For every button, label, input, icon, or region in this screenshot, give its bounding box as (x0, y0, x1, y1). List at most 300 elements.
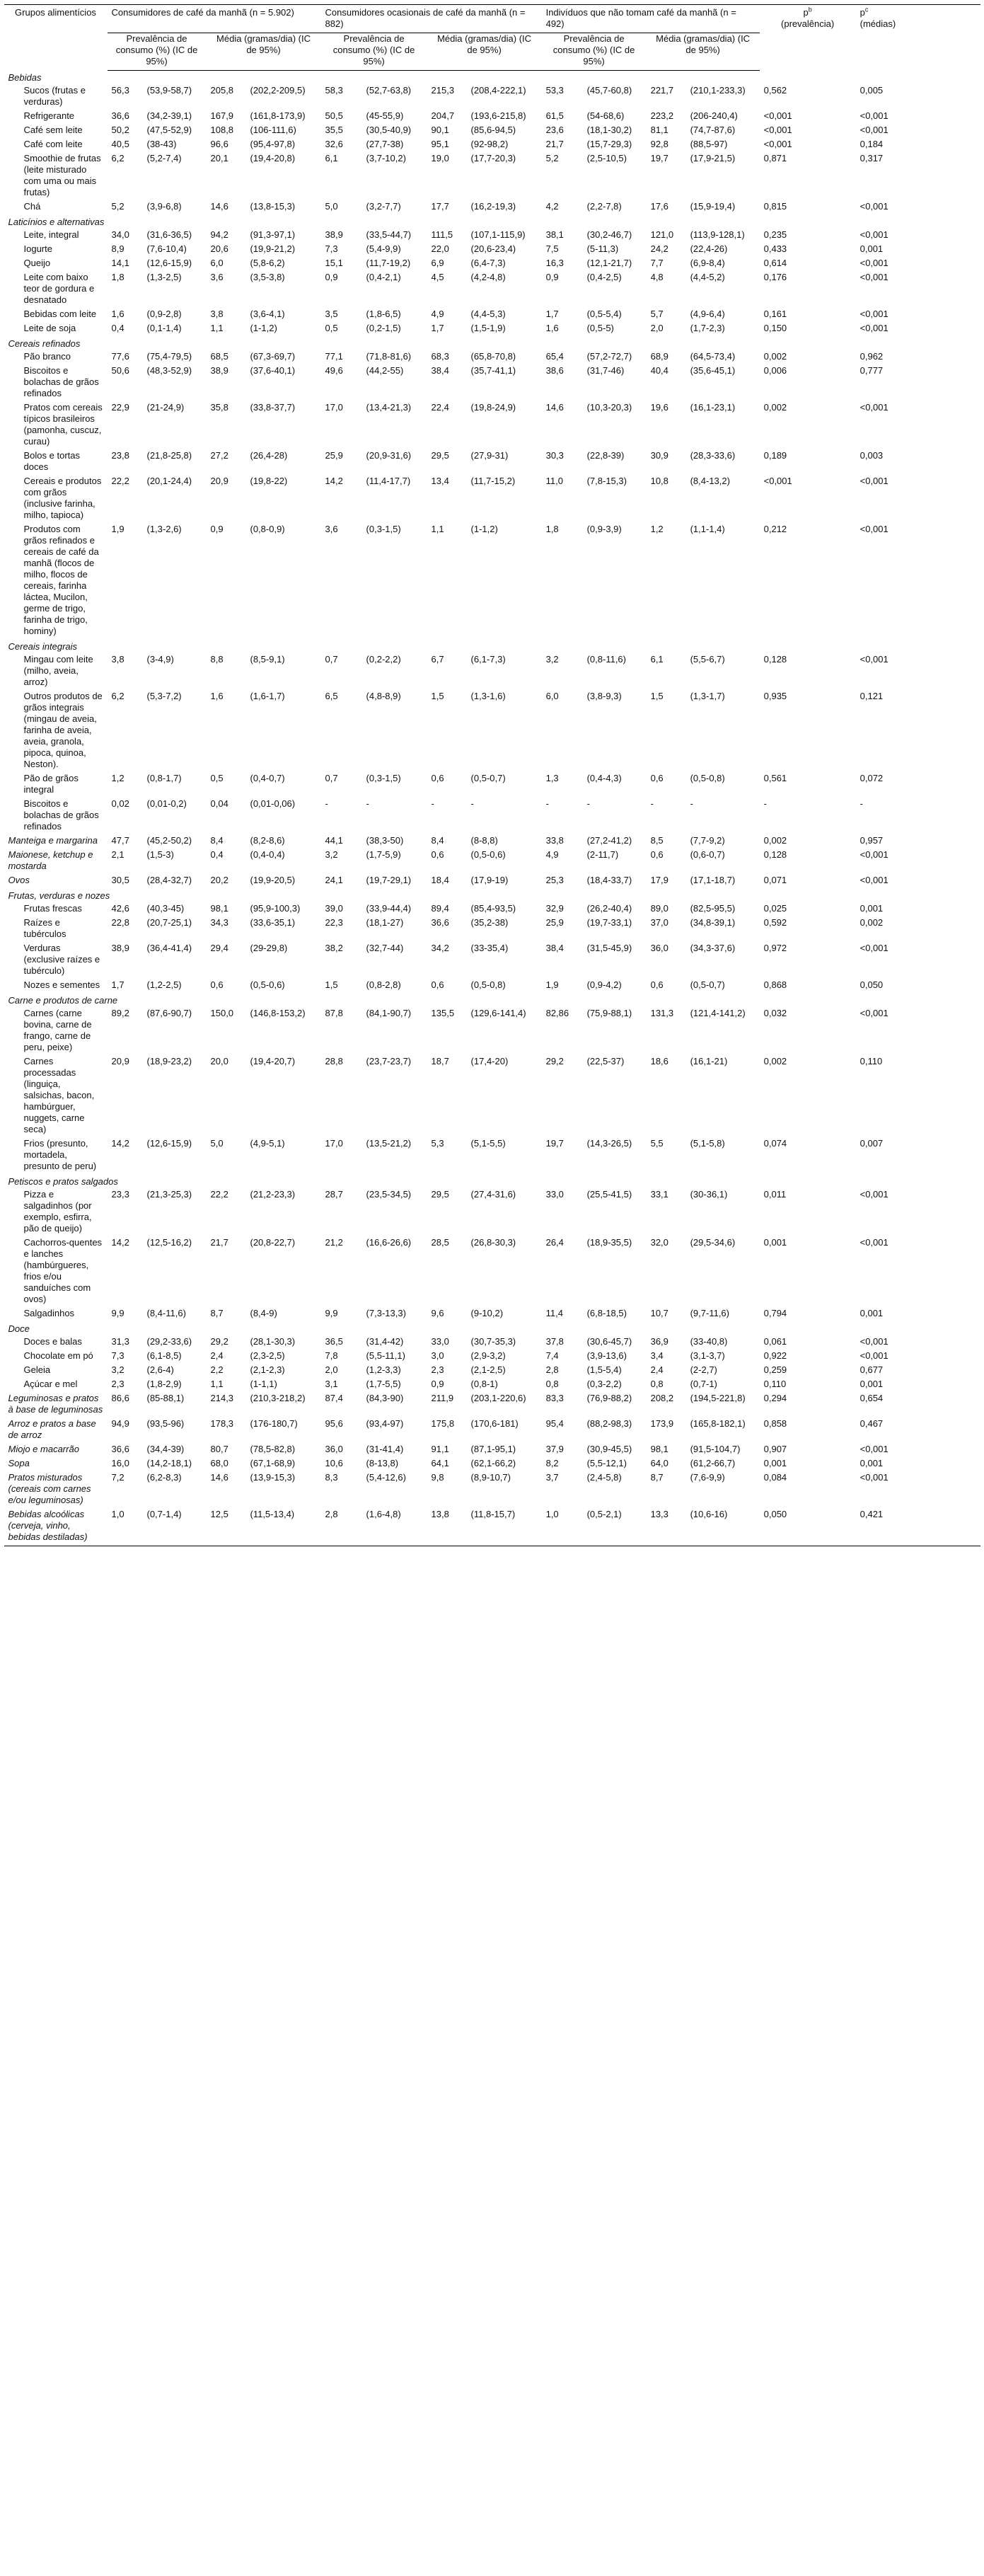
table-cell: (2,6-4) (146, 1364, 174, 1375)
table-cell: (30,6-45,7) (586, 1336, 632, 1347)
category-label: Cereais integrais (8, 641, 78, 652)
table-cell: 0,562 (763, 85, 787, 96)
table-cell: (33,8-37,7) (250, 402, 296, 413)
table-cell: (0,4-2,5) (586, 272, 622, 282)
table-cell: 2,4 (650, 1364, 664, 1375)
table-cell: 178,3 (210, 1418, 234, 1429)
table-cell: (0,4-2,1) (366, 272, 401, 282)
header-prev-2: Prevalência de consumo (%) (IC de 95%) (321, 33, 427, 71)
table-cell: 7,3 (111, 1350, 125, 1361)
table-cell: 4,2 (545, 201, 559, 212)
table-cell: 20,2 (210, 875, 228, 885)
table-cell: 32,6 (325, 139, 343, 149)
table-cell: 1,7 (545, 309, 559, 319)
table-cell: 4,5 (431, 272, 444, 282)
row-label: Carnes (carne bovina, carne de frango, carne de peru, peixe) (23, 1008, 92, 1052)
table-cell: 0,003 (859, 450, 884, 461)
table-cell: 9,8 (431, 1472, 444, 1483)
table-row (4, 1393, 980, 1418)
table-cell: 0,110 (859, 1056, 883, 1066)
table-cell: 33,0 (545, 1189, 564, 1200)
table-cell: 37,8 (545, 1336, 564, 1347)
table-cell: 3,1 (325, 1379, 338, 1389)
table-cell: (30-36,1) (690, 1189, 728, 1200)
table-cell: (29,2-33,6) (146, 1336, 192, 1347)
table-cell: (71,8-81,6) (366, 351, 412, 362)
table-cell: (40,3-45) (146, 903, 185, 914)
table-cell: (28,1-30,3) (250, 1336, 296, 1347)
row-label: Maionese, ketchup e mostarda (8, 849, 93, 871)
table-cell: (52,7-63,8) (366, 85, 412, 96)
table-cell: 108,8 (210, 125, 234, 135)
table-cell: 1,5 (325, 979, 338, 990)
table-cell: (1,2-3,3) (366, 1364, 401, 1375)
table-cell: - (325, 798, 328, 809)
table-cell: (1,3-1,7) (690, 691, 725, 701)
table-cell: 65,4 (545, 351, 564, 362)
table-cell: 0,011 (763, 1189, 787, 1200)
table-cell: 44,1 (325, 835, 343, 846)
table-cell: 0,001 (763, 1237, 787, 1248)
table-cell: 2,2 (210, 1364, 224, 1375)
table-cell: (2,4-5,8) (586, 1472, 622, 1483)
table-cell: (0,1-1,4) (146, 323, 182, 333)
table-cell: 22,3 (325, 917, 343, 928)
table-cell: (16,1-23,1) (690, 402, 736, 413)
table-cell: (33-40,8) (690, 1336, 728, 1347)
table-cell: (20,6-23,4) (470, 243, 516, 254)
table-cell: 6,0 (545, 691, 559, 701)
table-cell: 150,0 (210, 1008, 234, 1018)
table-cell: (5,5-11,1) (366, 1350, 405, 1361)
table-cell: (1,5-3) (146, 849, 174, 860)
table-cell: (206-240,4) (690, 110, 738, 121)
table-cell: (15,7-29,3) (586, 139, 632, 149)
table-cell: 20,6 (210, 243, 228, 254)
table-cell: 25,9 (325, 450, 343, 461)
table-cell: 0,001 (859, 243, 884, 254)
table-cell: 11,0 (545, 476, 563, 486)
table-cell: 14,1 (111, 258, 129, 268)
row-label: Cereais e produtos com grãos (inclusive farinha, milho, tapioca) (23, 476, 102, 520)
row-label: Queijo (23, 258, 51, 268)
table-cell: 10,7 (650, 1308, 668, 1318)
table-cell: 30,3 (545, 450, 564, 461)
table-cell: <0,001 (859, 524, 889, 534)
table-cell: 35,8 (210, 402, 228, 413)
table-row (4, 1472, 980, 1509)
table-cell: (6,1-7,3) (470, 654, 506, 665)
table-cell: 4,8 (650, 272, 664, 282)
table-cell: 3,2 (325, 849, 338, 860)
table-cell: 0,858 (763, 1418, 787, 1429)
row-label: Café sem leite (23, 125, 83, 135)
table-cell: 16,3 (545, 258, 564, 268)
pc-sup: c (864, 6, 869, 13)
table-cell: (5,1-5,8) (690, 1138, 725, 1149)
table-cell: (1,2-2,5) (146, 979, 182, 990)
table-cell: 0,957 (859, 835, 884, 846)
header-p-prevalence (760, 5, 856, 71)
table-cell: (1,5-1,9) (470, 323, 506, 333)
table-cell: 11,4 (545, 1308, 563, 1318)
table-cell: (19,4-20,7) (250, 1056, 296, 1066)
table-cell: (113,9-128,1) (690, 229, 745, 240)
table-cell: 0,128 (763, 849, 787, 860)
table-cell: (8,5-9,1) (250, 654, 285, 665)
table-cell: 0,9 (431, 1379, 444, 1389)
row-label: Manteiga e margarina (8, 835, 98, 846)
table-cell: (33-35,4) (470, 943, 509, 953)
table-cell: - (690, 798, 693, 809)
table-row (4, 691, 980, 773)
table-cell: <0,001 (859, 1189, 889, 1200)
table-cell: 2,8 (321, 1509, 362, 1546)
table-cell: (57,2-72,7) (586, 351, 632, 362)
table-cell: (0,3-1,5) (366, 524, 401, 534)
table-cell: 90,1 (431, 125, 449, 135)
table-cell: (0,3-1,5) (366, 773, 401, 783)
table-cell: 38,4 (431, 365, 449, 376)
table-cell: (5,2-7,4) (146, 153, 182, 163)
table-row (4, 1379, 980, 1393)
table-cell: 23,6 (545, 125, 564, 135)
row-label: Cachorros-quentes e lanches (hambúrgueres, frios e/ou sanduíches com ovos) (23, 1237, 103, 1304)
table-cell: (208,4-222,1) (470, 85, 526, 96)
table-cell: <0,001 (859, 1336, 889, 1347)
table-cell: 3,2 (111, 1364, 125, 1375)
table-row (4, 773, 980, 798)
table-cell: (0,5-5) (586, 323, 614, 333)
table-cell: (1,3-2,5) (146, 272, 182, 282)
table-cell: (0,01-0,06) (250, 798, 296, 809)
table-cell: 17,7 (431, 201, 449, 212)
table-cell: 5,3 (431, 1138, 444, 1149)
table-cell: (5,4-12,6) (366, 1472, 406, 1483)
row-label: Café com leite (23, 139, 83, 149)
table-cell: (7,7-9,2) (690, 835, 725, 846)
table-cell: 33,1 (650, 1189, 668, 1200)
table-cell: (82,5-95,5) (690, 903, 736, 914)
table-cell: 7,4 (545, 1350, 559, 1361)
table-cell: 17,9 (650, 875, 668, 885)
table-row (4, 272, 980, 309)
table-cell: (16,6-26,6) (366, 1237, 412, 1248)
table-cell: 21,7 (210, 1237, 228, 1248)
table-cell: 0,294 (763, 1393, 787, 1403)
table-cell: (48,3-52,9) (146, 365, 192, 376)
table-cell: (3,1-3,7) (690, 1350, 725, 1361)
table-cell: 13,8 (427, 1509, 467, 1546)
table-cell: (18,9-35,5) (586, 1237, 632, 1248)
table-cell: 7,7 (650, 258, 664, 268)
table-cell: <0,001 (859, 654, 889, 665)
table-cell: 0,189 (763, 450, 787, 461)
row-label: Frios (presunto, mortadela, presunto de peru) (23, 1138, 97, 1171)
table-cell: (12,5-16,2) (146, 1237, 192, 1248)
table-cell: 1,8 (545, 524, 559, 534)
table-cell: (11,8-15,7) (467, 1509, 542, 1546)
table-cell: (1,7-2,3) (690, 323, 725, 333)
table-cell: (0,7-1,4) (143, 1509, 207, 1546)
row-label: Pizza e salgadinhos (por exemplo, esfirra, pão de queijo) (23, 1189, 92, 1234)
table-cell: (165,8-182,1) (690, 1418, 746, 1429)
table-cell: 0,907 (763, 1444, 787, 1454)
table-cell: 2,8 (545, 1364, 559, 1375)
header-group-occasional: Consumidores ocasionais de café da manhã (n = 882) (321, 5, 542, 33)
table-cell: (34,3-37,6) (690, 943, 736, 953)
table-cell: 68,0 (210, 1458, 228, 1468)
table-cell: (5,4-9,9) (366, 243, 401, 254)
table-container (4, 0, 980, 1546)
table-cell: 2,3 (431, 1364, 444, 1375)
table-row (4, 1509, 980, 1546)
table-row (4, 351, 980, 365)
table-cell: (3,9-6,8) (146, 201, 182, 212)
table-cell: (4,8-8,9) (366, 691, 401, 701)
table-cell: (19,9-21,2) (250, 243, 296, 254)
table-cell: (3,8-9,3) (586, 691, 622, 701)
table-cell: (8,9-10,7) (470, 1472, 511, 1483)
table-row (4, 365, 980, 402)
table-cell: (7,6-10,4) (146, 243, 187, 254)
table-cell: (3,7-10,2) (366, 153, 406, 163)
table-cell: (1-1,2) (250, 323, 277, 333)
table-cell: 3,7 (545, 1472, 559, 1483)
table-cell: (12,6-15,9) (146, 258, 192, 268)
table-cell: 0,235 (763, 229, 787, 240)
table-cell: (85-88,1) (146, 1393, 185, 1403)
table-cell: 98,1 (210, 903, 228, 914)
table-row (4, 654, 980, 691)
table-cell: (9-10,2) (470, 1308, 504, 1318)
table-cell: <0,001 (859, 272, 889, 282)
table-row (4, 402, 980, 450)
table-cell: 95,6 (325, 1418, 343, 1429)
row-label: Chá (23, 201, 41, 212)
table-cell: 6,7 (431, 654, 444, 665)
table-cell: 1,6 (210, 691, 224, 701)
table-cell: 28,7 (325, 1189, 343, 1200)
table-cell: (1,8-2,9) (146, 1379, 182, 1389)
table-cell: 81,1 (650, 125, 668, 135)
table-row (4, 139, 980, 153)
table-cell: 80,7 (210, 1444, 228, 1454)
category-row (4, 215, 980, 229)
header-group-consumers: Consumidores de café da manhã (n = 5.902) (108, 5, 321, 33)
table-row (4, 1008, 980, 1056)
table-cell: 20,0 (210, 1056, 228, 1066)
table-cell: 18,7 (431, 1056, 449, 1066)
table-cell: <0,001 (859, 849, 889, 860)
table-cell: (53,9-58,7) (146, 85, 192, 96)
table-cell: (34,4-39) (146, 1444, 185, 1454)
table-cell: 17,0 (325, 402, 343, 413)
table-cell: (65,8-70,8) (470, 351, 516, 362)
table-cell: (34,8-39,1) (690, 917, 736, 928)
food-consumption-table (4, 4, 980, 1546)
table-cell: 3,0 (431, 1350, 444, 1361)
table-cell: 1,8 (111, 272, 125, 282)
table-cell: 14,2 (111, 1138, 129, 1149)
table-cell: (27,7-38) (366, 139, 404, 149)
table-cell: (8,2-8,6) (250, 835, 285, 846)
row-label: Sopa (8, 1458, 30, 1468)
table-cell: 8,7 (650, 1472, 664, 1483)
table-row (4, 835, 980, 849)
table-row (4, 1364, 980, 1379)
table-cell: (0,5-0,7) (690, 979, 725, 990)
table-cell: (25,5-41,5) (586, 1189, 632, 1200)
table-cell: 121,0 (650, 229, 674, 240)
table-cell: 28,8 (325, 1056, 343, 1066)
table-cell: (4,4-5,3) (470, 309, 506, 319)
table-cell: (26,2-40,4) (586, 903, 632, 914)
table-cell: 0,001 (859, 903, 884, 914)
category-row (4, 1175, 980, 1189)
table-cell: (35,2-38) (470, 917, 509, 928)
table-row (4, 943, 980, 979)
table-cell: (176-180,7) (250, 1418, 298, 1429)
table-cell: 0,007 (859, 1138, 884, 1149)
table-cell: (91,3-97,1) (250, 229, 296, 240)
header-mean-1: Média (gramas/dia) (IC de 95%) (207, 33, 321, 71)
table-cell: (20,7-25,1) (146, 917, 192, 928)
table-cell: 0,001 (859, 1308, 884, 1318)
table-body (4, 71, 980, 1546)
table-cell: 8,4 (210, 835, 224, 846)
table-cell: (0,5-0,6) (470, 849, 506, 860)
table-cell: 8,4 (431, 835, 444, 846)
table-cell: (31,5-45,9) (586, 943, 632, 953)
row-label: Verduras (exclusive raízes e tubérculo) (23, 943, 100, 976)
table-cell: 94,2 (210, 229, 228, 240)
table-cell: (38,3-50) (366, 835, 404, 846)
table-cell: 17,6 (650, 201, 668, 212)
table-cell: (35,7-41,1) (470, 365, 516, 376)
table-cell: 1,7 (111, 979, 125, 990)
table-cell: (22,8-39) (586, 450, 625, 461)
table-cell: 0,002 (763, 402, 787, 413)
table-cell: - (650, 798, 654, 809)
table-cell: (21,8-25,8) (146, 450, 192, 461)
table-cell: 211,9 (431, 1393, 454, 1403)
table-cell: 204,7 (431, 110, 455, 121)
table-cell: 7,5 (545, 243, 559, 254)
table-cell: (4,9-5,1) (250, 1138, 285, 1149)
table-cell: 214,3 (210, 1393, 234, 1403)
table-cell: 22,0 (431, 243, 449, 254)
table-cell: - (586, 798, 590, 809)
table-cell: (6,8-18,5) (586, 1308, 627, 1318)
table-cell: (17,9-19) (470, 875, 509, 885)
table-cell: 53,3 (545, 85, 564, 96)
table-cell: 0,8 (650, 1379, 664, 1389)
table-cell: (11,5-13,4) (246, 1509, 321, 1546)
table-cell: 92,8 (650, 139, 668, 149)
table-cell: (88,2-98,3) (586, 1418, 632, 1429)
table-cell: 1,1 (431, 524, 444, 534)
table-cell: (2,9-3,2) (470, 1350, 506, 1361)
table-cell: 5,0 (325, 201, 338, 212)
table-cell: (16,2-19,3) (470, 201, 516, 212)
table-cell: (29-29,8) (250, 943, 288, 953)
table-cell: (10,3-20,3) (586, 402, 632, 413)
table-cell: (3,6-4,1) (250, 309, 285, 319)
table-cell: 0,212 (763, 524, 787, 534)
table-cell: 29,4 (210, 943, 228, 953)
table-cell: 33,0 (431, 1336, 449, 1347)
table-cell: (3,9-13,6) (586, 1350, 627, 1361)
category-label: Frutas, verduras e nozes (8, 890, 110, 901)
table-cell: 34,0 (111, 229, 129, 240)
row-label: Raízes e tubérculos (23, 917, 66, 939)
table-cell: 1,5 (431, 691, 444, 701)
table-cell: (18,1-30,2) (586, 125, 632, 135)
table-cell: (95,9-100,3) (250, 903, 301, 914)
table-cell: 0,032 (763, 1008, 787, 1018)
table-cell: 0,110 (763, 1379, 787, 1389)
table-cell: 38,9 (210, 365, 228, 376)
table-cell: 0,6 (431, 979, 444, 990)
table-cell: 1,2 (650, 524, 664, 534)
table-cell: 6,0 (210, 258, 224, 268)
table-cell: (1,7-5,5) (366, 1379, 401, 1389)
table-cell: (93,5-96) (146, 1418, 185, 1429)
table-cell: 33,8 (545, 835, 564, 846)
table-cell: 23,3 (111, 1189, 129, 1200)
table-cell: (22,4-26) (690, 243, 728, 254)
table-row (4, 450, 980, 476)
table-cell: 0,654 (859, 1393, 884, 1403)
table-cell: 49,6 (325, 365, 343, 376)
table-cell: 173,9 (650, 1418, 674, 1429)
table-cell: (67,1-68,9) (250, 1458, 296, 1468)
table-cell: (31,4-42) (366, 1336, 404, 1347)
table-cell: 1,2 (111, 773, 125, 783)
table-cell: 0,9 (325, 272, 338, 282)
table-cell: 215,3 (431, 85, 455, 96)
table-cell: 0,561 (763, 773, 787, 783)
table-cell: 0,871 (763, 153, 787, 163)
table-cell: (47,5-52,9) (146, 125, 192, 135)
table-cell: (0,5-0,7) (470, 773, 506, 783)
row-label: Leite de soja (23, 323, 76, 333)
table-cell: 1,3 (545, 773, 559, 783)
table-cell: 2,4 (210, 1350, 224, 1361)
table-cell: 37,9 (545, 1444, 564, 1454)
table-cell: (31,7-46) (586, 365, 625, 376)
table-cell: 24,2 (650, 243, 668, 254)
table-cell: 6,1 (325, 153, 338, 163)
table-cell: 0,868 (763, 979, 787, 990)
table-cell: 1,9 (111, 524, 125, 534)
table-cell: 0,050 (760, 1509, 856, 1546)
table-cell: (2,1-2,3) (250, 1364, 285, 1375)
table-cell: (6,4-7,3) (470, 258, 506, 268)
table-cell: 30,9 (650, 450, 668, 461)
pc-label: p (859, 7, 865, 18)
table-cell: (20,8-22,7) (250, 1237, 296, 1248)
table-cell: (8-13,8) (366, 1458, 399, 1468)
table-cell: (84,1-90,7) (366, 1008, 412, 1018)
table-cell: (23,5-34,5) (366, 1189, 412, 1200)
table-cell: 42,6 (111, 903, 129, 914)
table-row (4, 1444, 980, 1458)
table-cell: <0,001 (859, 1237, 889, 1248)
table-row (4, 229, 980, 243)
table-cell: 23,8 (111, 450, 129, 461)
